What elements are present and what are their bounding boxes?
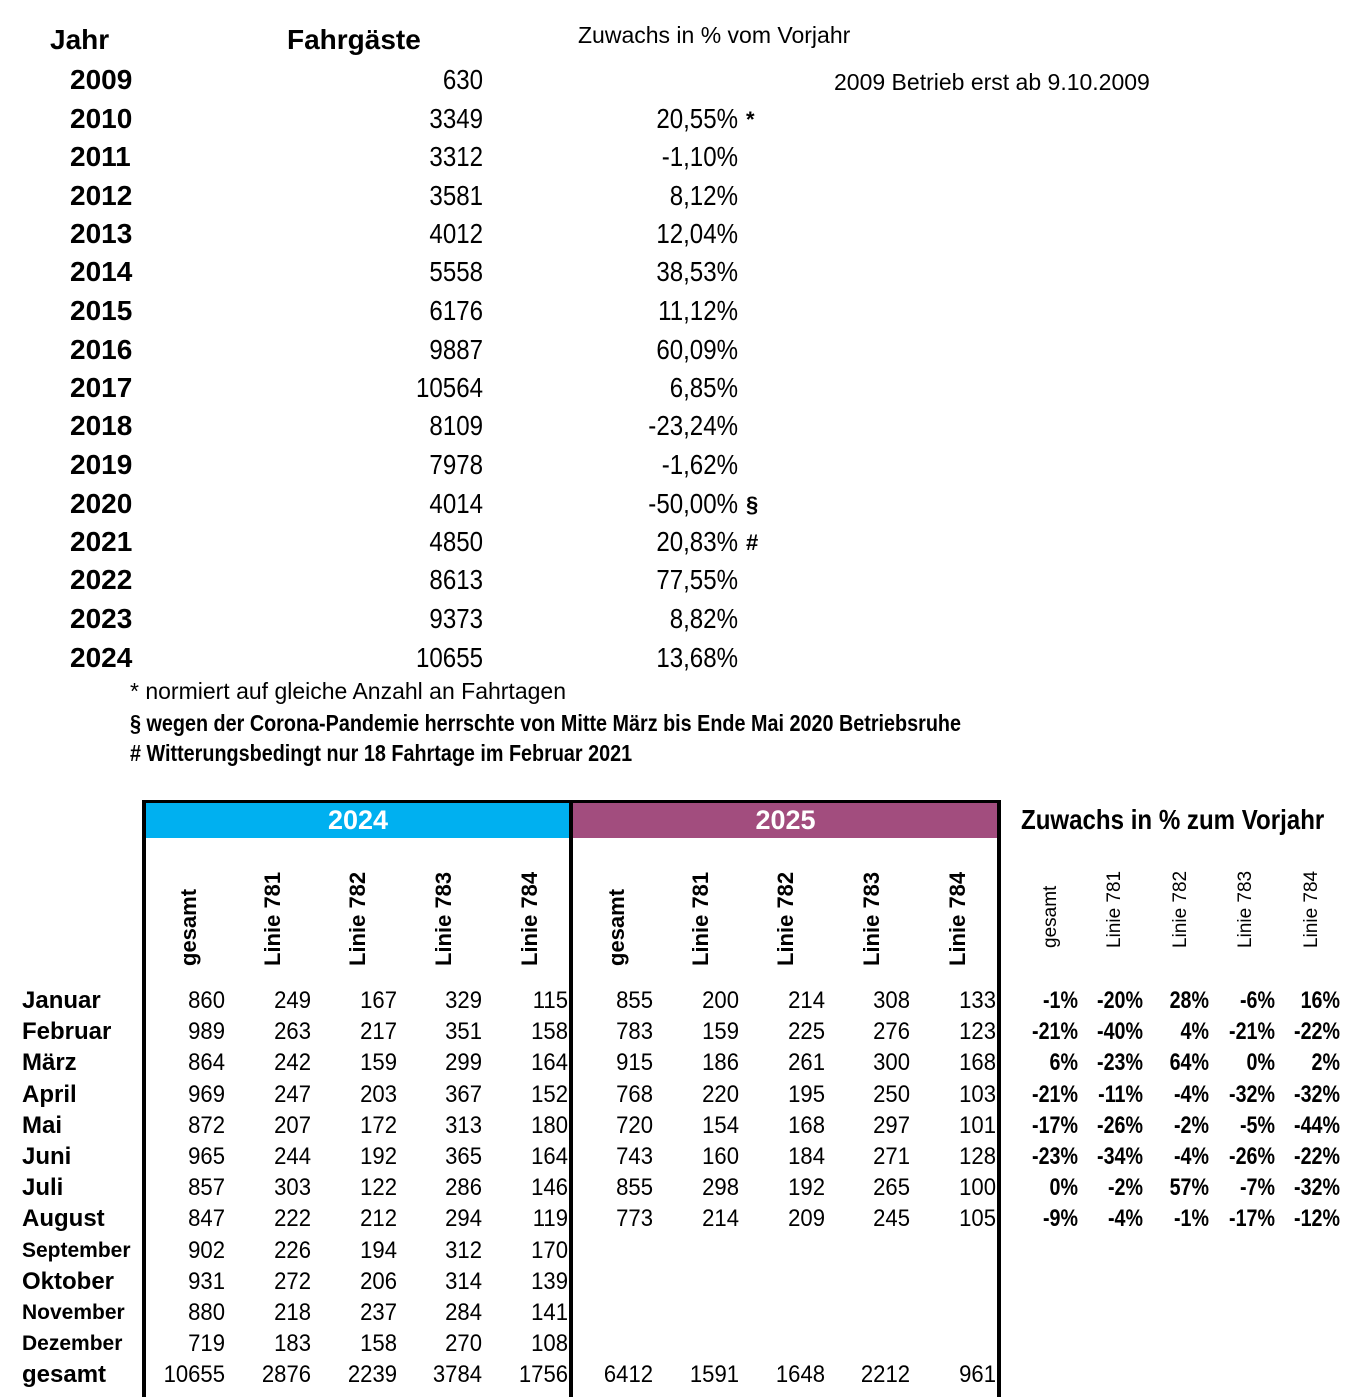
cell-a: 313 — [445, 1112, 482, 1139]
year-cell: 2011 — [70, 141, 131, 172]
cell-g: -4% — [1173, 1143, 1209, 1170]
cell-b: 261 — [788, 1049, 825, 1076]
cell-a: 2876 — [261, 1361, 311, 1388]
cell-a: 286 — [445, 1174, 482, 1201]
month-label: März — [22, 1049, 77, 1076]
cell-g: -2% — [1173, 1112, 1209, 1139]
cell-g: -7% — [1239, 1174, 1275, 1201]
passenger-cell: 7978 — [429, 449, 483, 480]
passenger-cell: 4850 — [429, 526, 483, 557]
cell-a: 141 — [531, 1299, 568, 1326]
cell-a: 270 — [445, 1330, 482, 1357]
cell-g: -4% — [1173, 1081, 1209, 1108]
cell-a: 969 — [188, 1081, 225, 1108]
cell-b: 298 — [702, 1174, 739, 1201]
cell-b: 720 — [616, 1112, 653, 1139]
col-header-g-3: Linie 783 — [1235, 870, 1256, 948]
footnote-mark: § — [746, 492, 759, 517]
cell-g: -17% — [1229, 1205, 1275, 1232]
growth-cell: 20,83% — [656, 526, 738, 557]
cell-b: 276 — [873, 1018, 910, 1045]
cell-a: 152 — [531, 1081, 568, 1108]
cell-b: 195 — [788, 1081, 825, 1108]
growth-cell: 13,68% — [656, 642, 738, 673]
passenger-cell: 9373 — [429, 603, 483, 634]
year-band-a — [146, 802, 570, 838]
cell-g: 57% — [1169, 1174, 1209, 1201]
month-label: November — [22, 1301, 125, 1324]
cell-g: 16% — [1300, 987, 1340, 1014]
year-band-b — [573, 802, 998, 838]
cell-b: 101 — [959, 1112, 996, 1139]
cell-b: 2212 — [860, 1361, 910, 1388]
cell-a: 299 — [445, 1049, 482, 1076]
cell-b: 160 — [702, 1143, 739, 1170]
cell-a: 2239 — [347, 1361, 397, 1388]
cell-g: -21% — [1229, 1018, 1275, 1045]
cell-a: 247 — [274, 1081, 311, 1108]
col-header-a-2: Linie 782 — [345, 871, 370, 966]
cell-g: -34% — [1097, 1143, 1143, 1170]
cell-a: 192 — [360, 1143, 397, 1170]
col-header-b-2: Linie 782 — [773, 871, 798, 966]
cell-a: 194 — [360, 1237, 397, 1264]
cell-b: 297 — [873, 1112, 910, 1139]
cell-a: 164 — [531, 1049, 568, 1076]
cell-a: 294 — [445, 1205, 482, 1232]
growth-cell: 8,12% — [669, 180, 738, 211]
year-cell: 2012 — [70, 180, 133, 211]
cell-b: 773 — [616, 1205, 653, 1232]
cell-a: 902 — [188, 1237, 225, 1264]
cell-b: 265 — [873, 1174, 910, 1201]
cell-g: 28% — [1169, 987, 1209, 1014]
cell-g: -26% — [1097, 1112, 1143, 1139]
cell-b: 768 — [616, 1081, 653, 1108]
col-header-b-3: Linie 783 — [859, 871, 884, 966]
cell-a: 242 — [274, 1049, 311, 1076]
cell-a: 249 — [274, 987, 311, 1014]
cell-a: 164 — [531, 1143, 568, 1170]
passenger-cell: 8109 — [429, 410, 483, 441]
passenger-cell: 4014 — [429, 488, 483, 519]
cell-a: 365 — [445, 1143, 482, 1170]
cell-a: 10655 — [163, 1361, 225, 1388]
cell-b: 250 — [873, 1081, 910, 1108]
cell-a: 167 — [360, 987, 397, 1014]
month-label: Februar — [22, 1018, 112, 1045]
cell-a: 159 — [360, 1049, 397, 1076]
col-header-a-4: Linie 784 — [517, 871, 542, 966]
growth-cell: 12,04% — [656, 218, 738, 249]
cell-a: 312 — [445, 1237, 482, 1264]
cell-b: 300 — [873, 1049, 910, 1076]
cell-a: 872 — [188, 1112, 225, 1139]
cell-a: 222 — [274, 1205, 311, 1232]
cell-g: -32% — [1294, 1174, 1340, 1201]
cell-b: 225 — [788, 1018, 825, 1045]
cell-a: 237 — [360, 1299, 397, 1326]
cell-a: 170 — [531, 1237, 568, 1264]
cell-a: 158 — [360, 1330, 397, 1357]
cell-g: -1% — [1173, 1205, 1209, 1232]
cell-b: 915 — [616, 1049, 653, 1076]
year-label-b: 2025 — [755, 805, 816, 835]
growth-cell: 20,55% — [656, 103, 738, 134]
cell-a: 880 — [188, 1299, 225, 1326]
month-label: April — [22, 1081, 77, 1108]
col-header-b-1: Linie 781 — [688, 871, 713, 966]
cell-g: 64% — [1169, 1049, 1209, 1076]
cell-a: 172 — [360, 1112, 397, 1139]
cell-b: 168 — [788, 1112, 825, 1139]
year-cell: 2014 — [70, 256, 133, 287]
year-cell: 2024 — [70, 642, 133, 673]
cell-g: 0% — [1246, 1049, 1275, 1076]
cell-a: 119 — [532, 1205, 568, 1232]
passenger-cell: 6176 — [429, 295, 483, 326]
growth-cell: -1,62% — [661, 449, 738, 480]
year-cell: 2010 — [70, 103, 133, 134]
col-header-g-0: gesamt — [1040, 885, 1061, 948]
growth-cell: 60,09% — [656, 334, 738, 365]
cell-g: -5% — [1239, 1112, 1275, 1139]
cell-b: 184 — [788, 1143, 825, 1170]
cell-g: -22% — [1294, 1018, 1340, 1045]
passenger-cell: 3312 — [429, 141, 483, 172]
cell-a: 864 — [188, 1049, 225, 1076]
cell-a: 139 — [531, 1268, 568, 1295]
cell-g: -4% — [1107, 1205, 1143, 1232]
cell-a: 115 — [532, 987, 568, 1014]
cell-g: -21% — [1032, 1081, 1078, 1108]
cell-g: -1% — [1042, 987, 1078, 1014]
footnote-section: § wegen der Corona-Pandemie herrschte von Mitte März bis Ende Mai 2020 Betriebsruhe — [130, 710, 962, 736]
cell-a: 272 — [274, 1268, 311, 1295]
month-label: Dezember — [22, 1332, 123, 1355]
cell-g: -44% — [1294, 1112, 1340, 1139]
year-cell: 2013 — [70, 218, 133, 249]
cell-b: 123 — [959, 1018, 996, 1045]
passenger-cell: 8613 — [429, 564, 483, 595]
cell-g: -21% — [1032, 1018, 1078, 1045]
cell-a: 1756 — [518, 1361, 568, 1388]
cell-g: -2% — [1107, 1174, 1143, 1201]
year-cell: 2023 — [70, 603, 133, 634]
cell-b: 209 — [788, 1205, 825, 1232]
month-label: August — [22, 1205, 105, 1232]
footnote-mark: * — [746, 107, 755, 132]
cell-g: -23% — [1097, 1049, 1143, 1076]
cell-g: 0% — [1049, 1174, 1078, 1201]
growth-cell: -50,00% — [648, 488, 738, 519]
cell-g: -12% — [1294, 1205, 1340, 1232]
year-cell: 2021 — [70, 526, 133, 557]
cell-a: 206 — [360, 1268, 397, 1295]
cell-a: 203 — [360, 1081, 397, 1108]
cell-a: 857 — [188, 1174, 225, 1201]
cell-b: 1648 — [775, 1361, 825, 1388]
cell-a: 367 — [445, 1081, 482, 1108]
growth-cell: -23,24% — [648, 410, 738, 441]
col-header-g-4: Linie 784 — [1301, 870, 1322, 948]
cell-b: 308 — [873, 987, 910, 1014]
cell-b: 1591 — [689, 1361, 739, 1388]
month-label: September — [22, 1239, 131, 1262]
passenger-cell: 10564 — [416, 372, 483, 403]
growth-cell: 6,85% — [669, 372, 738, 403]
header-fahrgaeste: Fahrgäste — [287, 24, 421, 55]
cell-g: -11% — [1098, 1081, 1143, 1108]
cell-g: -23% — [1032, 1143, 1078, 1170]
cell-b: 743 — [616, 1143, 653, 1170]
month-label: Oktober — [22, 1268, 115, 1295]
year-cell: 2016 — [70, 334, 133, 365]
cell-a: 989 — [188, 1018, 225, 1045]
cell-a: 3784 — [432, 1361, 482, 1388]
note-2009: 2009 Betrieb erst ab 9.10.2009 — [834, 69, 1150, 95]
cell-b: 214 — [702, 1205, 739, 1232]
col-header-b-0: gesamt — [604, 888, 629, 966]
year-cell: 2020 — [70, 488, 133, 519]
cell-b: 133 — [959, 987, 996, 1014]
cell-b: 103 — [959, 1081, 996, 1108]
cell-a: 183 — [274, 1330, 311, 1357]
passenger-cell: 3349 — [429, 103, 483, 134]
col-header-g-2: Linie 782 — [1170, 870, 1191, 948]
footnote-mark: # — [746, 530, 759, 555]
cell-a: 314 — [445, 1268, 482, 1295]
cell-g: -17% — [1032, 1112, 1078, 1139]
cell-b: 192 — [788, 1174, 825, 1201]
header-jahr: Jahr — [50, 24, 110, 55]
cell-a: 719 — [188, 1330, 225, 1357]
cell-g: 6% — [1049, 1049, 1078, 1076]
cell-g: -26% — [1229, 1143, 1275, 1170]
year-cell: 2022 — [70, 564, 133, 595]
left-rule — [142, 800, 146, 1397]
cell-b: 168 — [959, 1049, 996, 1076]
cell-a: 217 — [360, 1018, 397, 1045]
cell-a: 965 — [188, 1143, 225, 1170]
month-label: Januar — [22, 987, 101, 1014]
cell-b: 159 — [702, 1018, 739, 1045]
month-label: Juli — [22, 1174, 64, 1201]
cell-b: 154 — [702, 1112, 739, 1139]
growth-title: Zuwachs in % zum Vorjahr — [1021, 804, 1325, 835]
cell-b: 186 — [702, 1049, 739, 1076]
col-header-a-1: Linie 781 — [260, 871, 285, 966]
cell-g: -32% — [1229, 1081, 1275, 1108]
year-cell: 2017 — [70, 372, 133, 403]
year-cell: 2015 — [70, 295, 133, 326]
cell-b: 214 — [788, 987, 825, 1014]
col-header-b-4: Linie 784 — [945, 871, 970, 966]
growth-cell: 8,82% — [669, 603, 738, 634]
cell-a: 158 — [531, 1018, 568, 1045]
growth-cell: 11,12% — [658, 295, 738, 326]
cell-a: 226 — [274, 1237, 311, 1264]
passenger-cell: 4012 — [429, 218, 483, 249]
cell-a: 244 — [274, 1143, 311, 1170]
cell-a: 180 — [531, 1112, 568, 1139]
cell-g: -9% — [1042, 1205, 1078, 1232]
cell-g: 2% — [1311, 1049, 1340, 1076]
passenger-cell: 10655 — [416, 642, 483, 673]
cell-a: 263 — [274, 1018, 311, 1045]
cell-a: 218 — [274, 1299, 311, 1326]
footnote-hash: # Witterungsbedingt nur 18 Fahrtage im Februar 2021 — [130, 740, 633, 766]
cell-b: 128 — [959, 1143, 996, 1170]
cell-b: 100 — [959, 1174, 996, 1201]
cell-b: 200 — [702, 987, 739, 1014]
cell-a: 146 — [531, 1174, 568, 1201]
year-label-a: 2024 — [327, 805, 389, 835]
cell-g: 4% — [1180, 1018, 1209, 1045]
month-label: Mai — [22, 1112, 63, 1139]
col-header-a-3: Linie 783 — [431, 871, 456, 966]
cell-b: 245 — [873, 1205, 910, 1232]
growth-cell: 38,53% — [656, 256, 738, 287]
year-cell: 2018 — [70, 410, 133, 441]
year-cell: 2019 — [70, 449, 133, 480]
cell-g: -32% — [1294, 1081, 1340, 1108]
passenger-cell: 9887 — [429, 334, 483, 365]
passenger-cell: 630 — [442, 64, 483, 95]
cell-g: -6% — [1239, 987, 1275, 1014]
col-header-g-1: Linie 781 — [1104, 870, 1125, 948]
growth-cell: -1,10% — [661, 141, 738, 172]
cell-b: 105 — [959, 1205, 996, 1232]
cell-b: 220 — [702, 1081, 739, 1108]
cell-b: 783 — [616, 1018, 653, 1045]
footnote-star: * normiert auf gleiche Anzahl an Fahrtagen — [130, 678, 566, 704]
cell-a: 284 — [445, 1299, 482, 1326]
cell-a: 931 — [188, 1268, 225, 1295]
cell-b: 961 — [959, 1361, 996, 1388]
cell-g: -20% — [1097, 987, 1143, 1014]
year-cell: 2009 — [70, 64, 133, 95]
col-header-a-0: gesamt — [176, 888, 201, 966]
cell-b: 855 — [616, 1174, 653, 1201]
cell-a: 847 — [188, 1205, 225, 1232]
cell-a: 329 — [445, 987, 482, 1014]
growth-cell: 77,55% — [656, 564, 738, 595]
middle-rule — [569, 800, 573, 1397]
cell-a: 212 — [360, 1205, 397, 1232]
cell-g: -40% — [1097, 1018, 1143, 1045]
cell-a: 207 — [274, 1112, 311, 1139]
month-label: gesamt — [22, 1361, 107, 1388]
cell-a: 860 — [188, 987, 225, 1014]
passenger-cell: 3581 — [429, 180, 483, 211]
cell-a: 108 — [531, 1330, 568, 1357]
passenger-cell: 5558 — [429, 256, 483, 287]
right-rule — [997, 800, 1001, 1397]
cell-a: 122 — [360, 1174, 397, 1201]
cell-b: 855 — [616, 987, 653, 1014]
cell-b: 271 — [873, 1143, 910, 1170]
cell-b: 6412 — [603, 1361, 653, 1388]
month-label: Juni — [22, 1143, 72, 1170]
cell-a: 351 — [445, 1018, 482, 1045]
cell-a: 303 — [274, 1174, 311, 1201]
header-zuwachs: Zuwachs in % vom Vorjahr — [578, 22, 851, 48]
cell-g: -22% — [1294, 1143, 1340, 1170]
